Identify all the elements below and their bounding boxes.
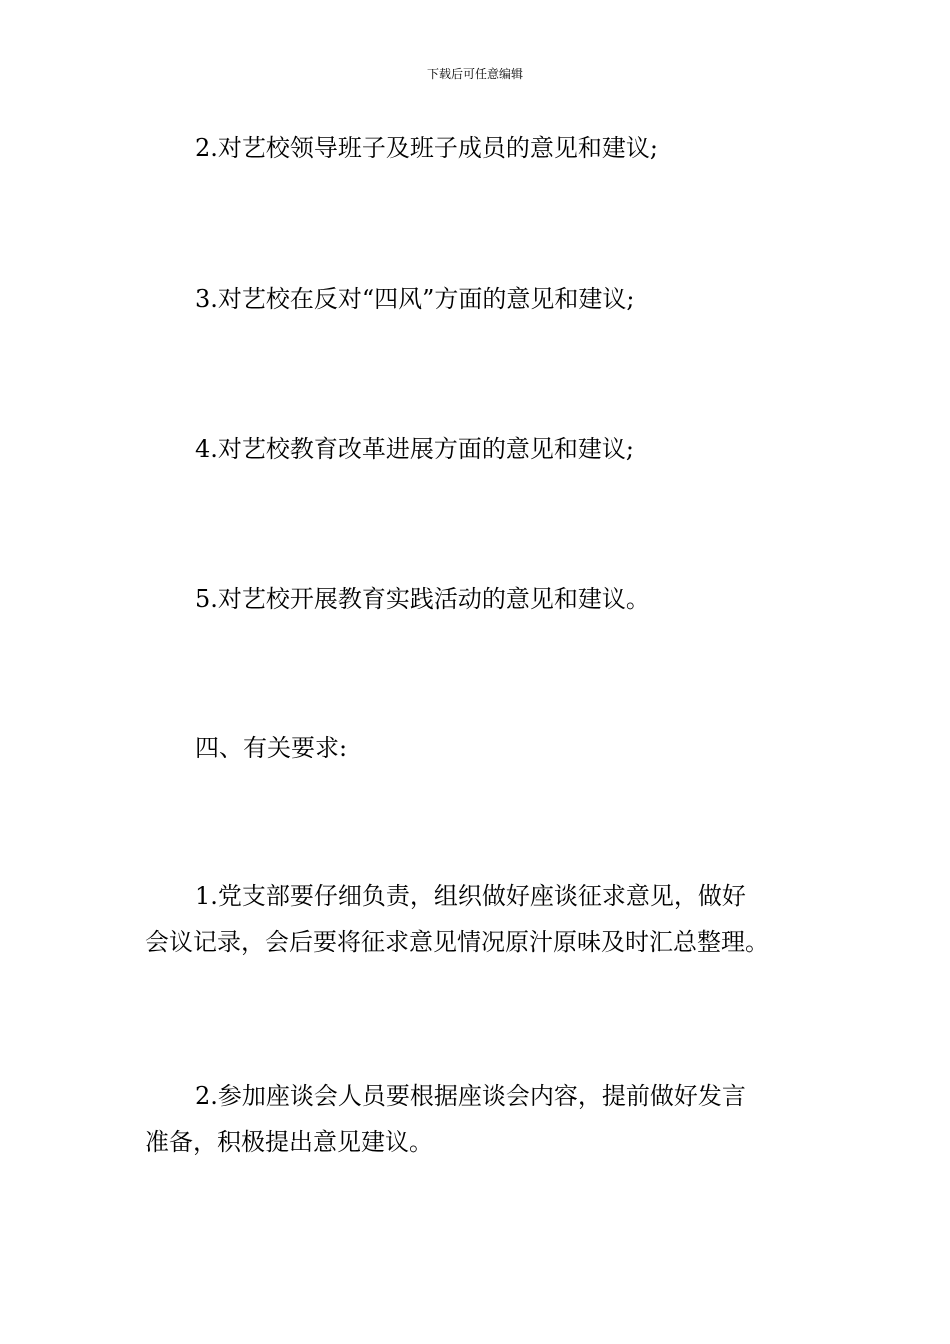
header-note: 下载后可任意编辑 — [426, 67, 523, 81]
paragraph-line: 4.对艺校教育改革进展方面的意见和建议; — [195, 435, 634, 463]
paragraph-line: 3.对艺校在反对“四风”方面的意见和建议; — [195, 285, 635, 313]
section-heading-requirements — [145, 725, 810, 771]
paragraph-line: 会议记录，会后要将征求意见情况原汁原味及时汇总整理。 — [145, 928, 769, 956]
section-heading-text: 四、有关要求: — [195, 734, 348, 762]
paragraph-line: 准备，积极提出意见建议。 — [145, 1128, 433, 1156]
paragraph-line: 5.对艺校开展教育实践活动的意见和建议。 — [195, 585, 650, 613]
requirement-item-1 — [145, 873, 810, 965]
paragraph-line: 1.党支部要仔细负责，组织做好座谈征求意见，做好 — [195, 882, 746, 910]
paragraph-item-3 — [145, 276, 810, 322]
requirement-item-2 — [145, 1073, 810, 1165]
paragraph-item-2 — [145, 125, 810, 171]
paragraph-item-4 — [145, 426, 810, 472]
paragraph-item-5 — [145, 576, 810, 622]
paragraph-line: 2.对艺校领导班子及班子成员的意见和建议; — [195, 134, 658, 162]
paragraph-line: 2.参加座谈会人员要根据座谈会内容，提前做好发言 — [195, 1082, 746, 1110]
